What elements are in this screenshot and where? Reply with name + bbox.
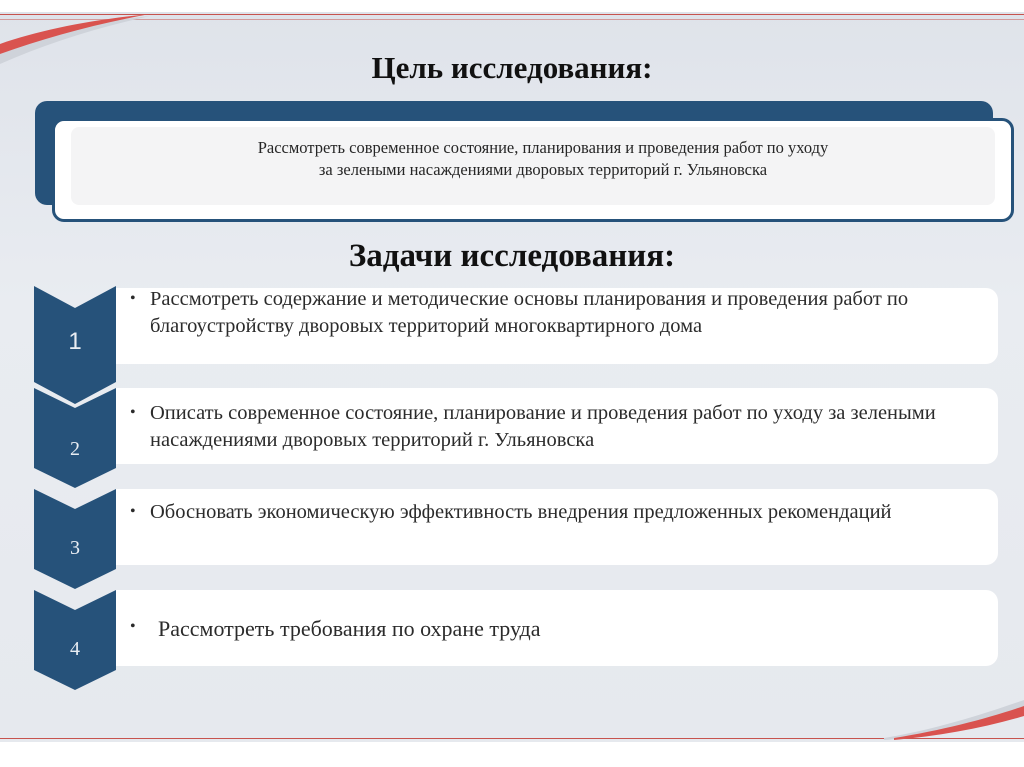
goal-box xyxy=(52,118,1014,222)
task-number-3: 3 xyxy=(70,537,80,559)
bottom-rule xyxy=(0,738,1024,739)
task-text-1: Рассмотреть содержание и методические основы планирования и проведения работ по благоустройству дворовых территорий многоквартирного дома xyxy=(150,288,909,337)
goal-text xyxy=(131,137,955,181)
goal-text-line-2: за зелеными насаждениями дворовых территорий г. Ульяновска xyxy=(318,160,768,179)
task-number-1: 1 xyxy=(68,328,82,355)
task-bullet-2: • xyxy=(130,404,136,421)
task-item-2 xyxy=(0,388,1024,488)
goal-title: Цель исследования: xyxy=(371,50,653,85)
task-text-4: Рассмотреть требования по охране труда xyxy=(158,616,541,641)
task-text-2: Описать современное состояние, планирование и проведения работ по уходу за зелеными насаждениями дворовых территорий г. Ульяновска xyxy=(150,402,936,451)
top-rule-2 xyxy=(0,19,1024,20)
task-text-3: Обосновать экономическую эффективность внедрения предложенных рекомендаций xyxy=(150,501,892,523)
tasks-title: Задачи исследования: xyxy=(348,238,676,274)
task-item-4 xyxy=(0,590,1024,690)
task-number-4: 4 xyxy=(70,638,80,660)
task-bullet-4: • xyxy=(130,618,136,635)
goal-text-line-1: Рассмотреть современное состояние, планирования и проведения работ по уходу xyxy=(257,138,829,157)
top-rule xyxy=(0,14,1024,15)
task-item-1 xyxy=(0,286,1024,404)
task-item-3 xyxy=(0,489,1024,589)
task-bullet-3: • xyxy=(130,503,136,520)
goal-box-inner xyxy=(71,127,995,205)
task-number-2: 2 xyxy=(70,438,80,460)
bottom-swoosh-decoration xyxy=(884,700,1024,740)
task-bullet-1: • xyxy=(130,290,136,307)
